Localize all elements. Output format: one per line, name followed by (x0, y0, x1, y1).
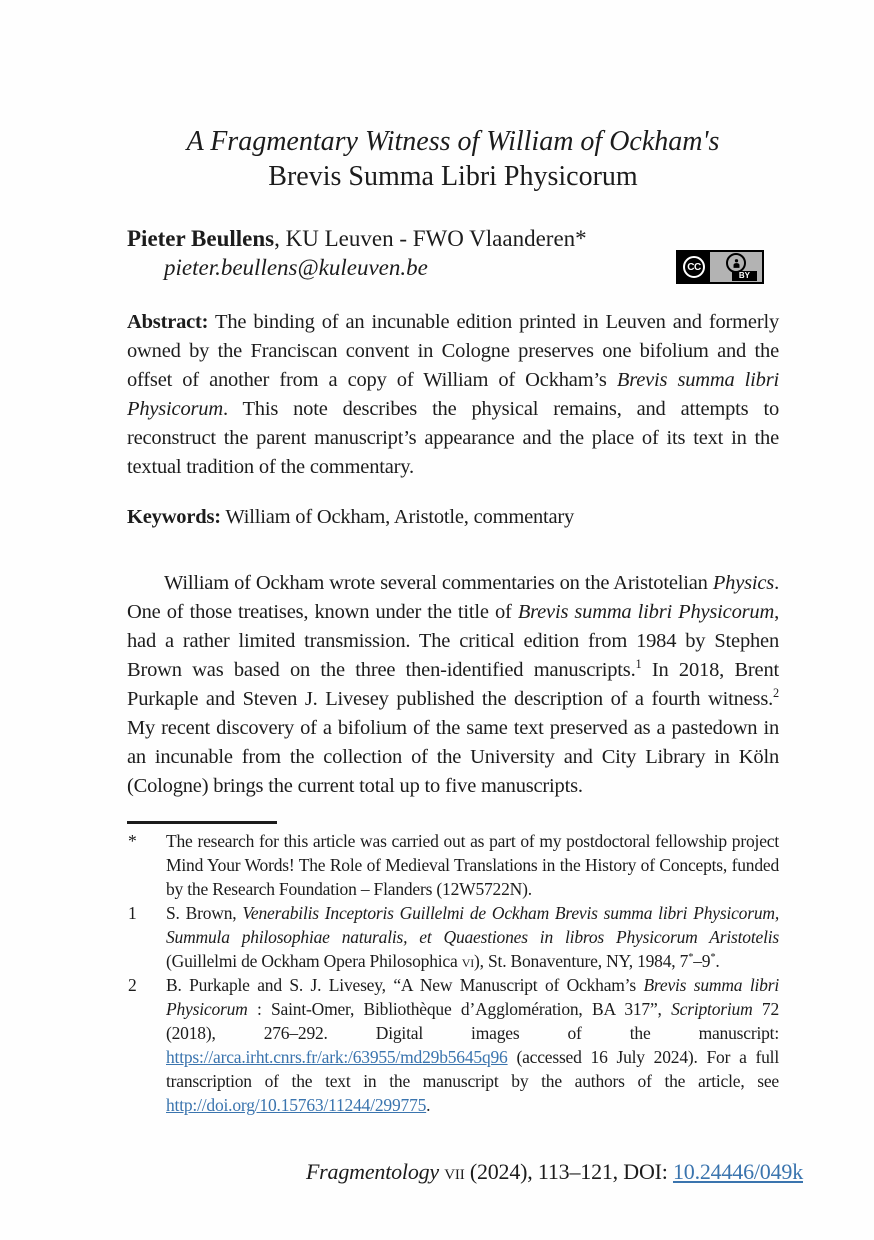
footnote-2-marker: 2 (128, 975, 137, 995)
attribution-person-icon (726, 253, 746, 273)
body-work-title-physics: Physics (712, 571, 775, 594)
author-email: pieter.beullens@kuleuven.be (164, 255, 428, 280)
footnote-ref-2: 2 (773, 685, 779, 700)
cc-logo-panel (678, 252, 710, 282)
footnote-2-text: . (426, 1095, 431, 1115)
cc-by-badge (676, 250, 764, 284)
footnote-1-text: –9 (693, 951, 711, 971)
body-text: William of Ockham wrote several commentaries on the Aristotelian (164, 571, 713, 594)
body-text: , had a rather limited transmission. The critical edition from 1984 by Stephen Brown was based on the three then-identified manuscripts. (127, 600, 779, 681)
footnote-separator-rule (127, 821, 277, 824)
footnote-2-journal-title: Scriptorium (671, 999, 753, 1019)
footnote-1-text: (Guillelmi de Ockham Opera Philosophica (166, 951, 462, 971)
footnote-2-work-title: Brevis summa libri Physicorum (166, 975, 779, 1019)
article-title-line2: Brevis Summa Libri Physicorum (268, 161, 638, 192)
footnote-2-text: 72 (2018), 276–292. Digital images of the manuscript: (166, 999, 779, 1043)
footnote-1-text: ), St. Bonaventure, NY, 1984, 7 (474, 951, 689, 971)
footnote-2-text: (accessed 16 July 2024). For a full transcription of the text in the manuscript by the authors of the article, see (166, 1047, 779, 1091)
journal-volume: vii (444, 1159, 465, 1184)
cc-icon: CC (683, 256, 705, 278)
author-line (127, 224, 779, 253)
keywords-text: William of Ockham, Aristotle, commentary (220, 505, 575, 528)
footnote-1-text: S. Brown, (166, 903, 243, 923)
footnote-1-star-page: * (688, 952, 694, 964)
abstract-text: The binding of an incunable edition printed in Leuven and formerly owned by the Franciscan convent in Cologne preserves one bifolium and the offset of another from a copy of William of Ockham’s (127, 311, 779, 391)
footnote-1-marker: 1 (128, 903, 137, 923)
body-work-title-brevis: Brevis summa libri Physicorum (517, 600, 775, 623)
footer-citation-text: (2024), 113–121, DOI: (464, 1159, 673, 1184)
cc-by-panel (710, 252, 762, 282)
manuscript-images-link[interactable]: https://arca.irht.cnrs.fr/ark:/63955/md29b5645q96 (166, 1047, 508, 1067)
journal-footer (127, 1158, 803, 1186)
abstract-text-end: . This note describes the physical remains, and attempts to reconstruct the parent manuscript’s appearance and the place of its text in the textual tradition of the commentary. (127, 398, 779, 478)
footnote-1 (127, 901, 779, 973)
keywords-label: Keywords: (127, 505, 221, 528)
footnote-1-star-page: * (710, 952, 716, 964)
text-column (127, 0, 779, 1117)
abstract-paragraph (127, 308, 779, 482)
keywords-paragraph (127, 503, 779, 532)
footnote-star-text: The research for this article was carried out as part of my postdoctoral fellowship project Mind Your Words! The Role of Medieval Translations in the History of Concepts, funded by the Research Foundation – Flanders (12W5722N). (166, 831, 779, 899)
author-affiliation: , KU Leuven - FWO Vlaanderen* (274, 226, 587, 251)
body-paragraph (127, 569, 779, 801)
footnote-2 (127, 973, 779, 1117)
body-text: My recent discovery of a bifolium of the same text preserved as a pastedown in an incunable from the collection of the University and City Library in Köln (Cologne) brings the current total up to five manuscripts. (127, 716, 779, 797)
body-text: . One of those treatises, known under the title of (127, 571, 779, 623)
journal-name: Fragmentology (305, 1159, 439, 1184)
abstract-work-title: Brevis summa libri Physicorum (127, 369, 779, 420)
transcription-doi-link[interactable]: http://doi.org/10.15763/11244/299775 (166, 1095, 427, 1115)
footnote-1-work-title: Venerabilis Inceptoris Guillelmi de Ockham Brevis summa libri Physicorum, Summula philosophiae naturalis, et Quaestiones in libros Physicorum Aristotelis (166, 903, 779, 947)
footnote-1-series-number: vi (461, 951, 475, 971)
footnote-star (127, 829, 779, 901)
footnote-star-marker: * (128, 831, 137, 851)
article-title-line1: A Fragmentary Witness of William of Ockham's (186, 126, 720, 157)
footnote-2-text: B. Purkaple and S. J. Livesey, “A New Manuscript of Ockham’s (166, 975, 644, 995)
article-doi-link[interactable]: 10.24446/049k (672, 1159, 803, 1184)
footnote-2-text: : Saint-Omer, Bibliothèque d’Agglomération, BA 317”, (247, 999, 672, 1019)
article-title (127, 124, 779, 194)
author-name: Pieter Beullens (127, 226, 275, 251)
footnotes-section (127, 829, 779, 1117)
body-text: In 2018, Brent Purkaple and Steven J. Livesey published the description of a fourth witness. (127, 658, 779, 710)
footnote-1-text: . (715, 951, 720, 971)
footnote-ref-1: 1 (635, 656, 642, 671)
by-label: BY (732, 271, 757, 281)
abstract-label: Abstract: (127, 311, 209, 333)
